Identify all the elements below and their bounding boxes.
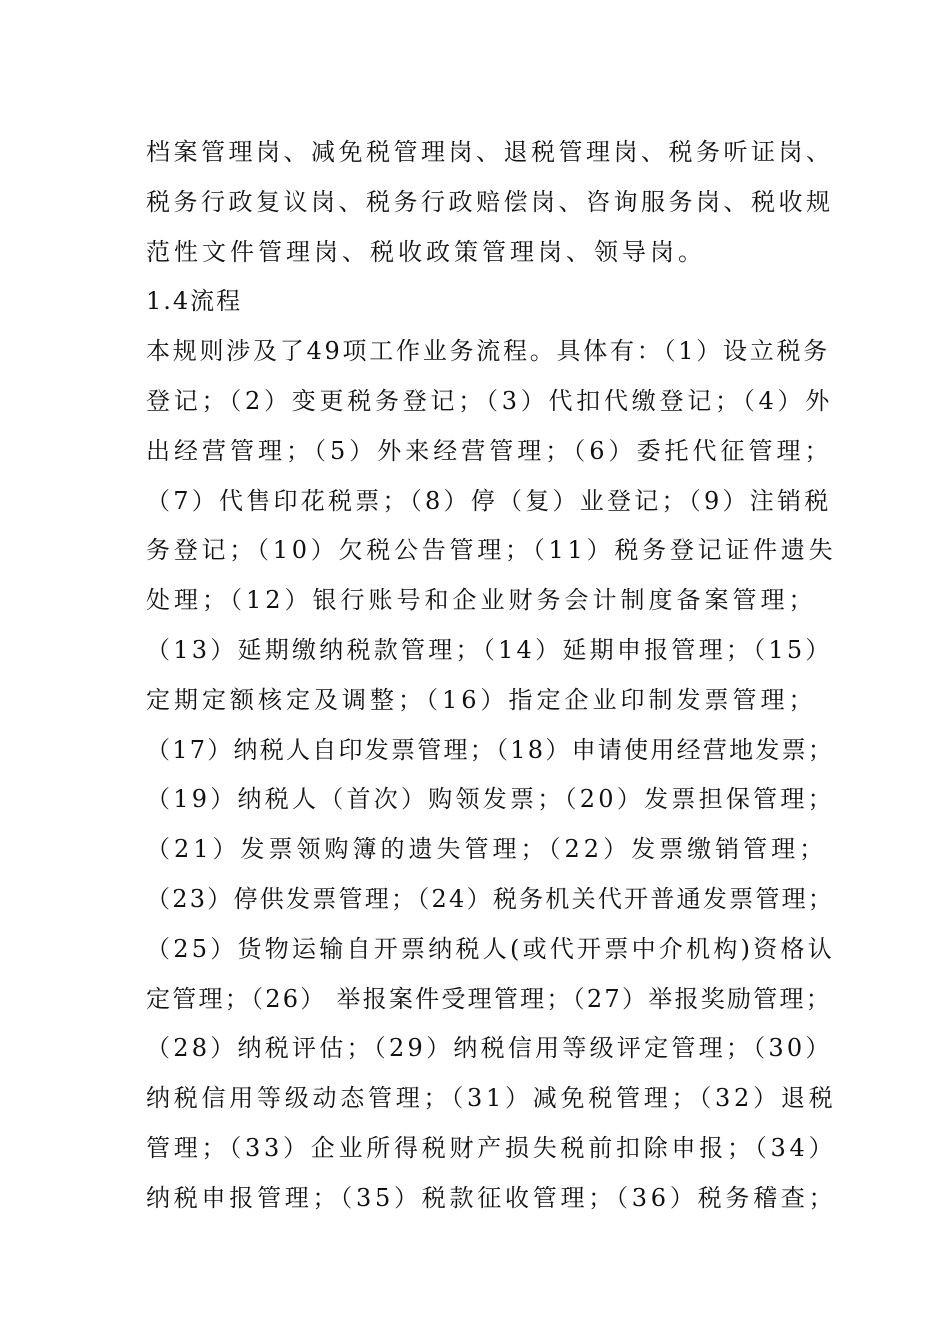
text-line: （23）停供发票管理；（24）税务机关代开普通发票管理； [146, 884, 835, 913]
text-line: （21）发票领购簿的遗失管理；（22）发票缴销管理； [146, 835, 828, 864]
text-line: 务登记；（10）欠税公告管理；（11）税务登记证件遗失 [146, 536, 837, 565]
text-line: （7）代售印花税票；（8）停（复）业登记；（9）注销税 [146, 486, 832, 515]
section-heading: 1.4流程 [146, 287, 243, 316]
text-line: 纳税申报管理；（35）税款征收管理；（36）税务稽查； [146, 1183, 837, 1212]
text-line: （17）纳税人自印发票管理；（18）申请使用经营地发票； [146, 735, 835, 764]
text-line: 本规则涉及了49项工作业务流程。具体有：（1）设立税务 [146, 337, 831, 366]
text-line: 税务行政复议岗、税务行政赔偿岗、咨询服务岗、税收规 [146, 187, 834, 216]
text-line: 范性文件管理岗、税收政策管理岗、领导岗。 [146, 237, 706, 266]
text-line: （28）纳税评估；（29）纳税信用等级评定管理；（30） [146, 1034, 833, 1063]
text-line: 纳税信用等级动态管理；（31）减免税管理；（32）退税 [146, 1084, 837, 1113]
text-line: 定期定额核定及调整；（16）指定企业印制发票管理； [146, 685, 817, 714]
text-line: （13）延期缴纳税款管理；（14）延期申报管理；（15） [146, 635, 833, 664]
text-line: 登记；（2）变更税务登记；（3）代扣代缴登记；（4）外 [146, 386, 834, 415]
text-line: （19）纳税人（首次）购领发票；（20）发票担保管理； [146, 785, 835, 814]
text-line: 档案管理岗、减免税管理岗、退税管理岗、税务听证岗、 [146, 138, 834, 166]
text-line: 处理；（12）银行账号和企业财务会计制度备案管理； [146, 586, 817, 615]
text-line: 管理；（33）企业所得税财产损失税前扣除申报；（34） [146, 1133, 837, 1162]
text-line: 定管理；（26） 举报案件受理管理；（27）举报奖励管理； [146, 984, 832, 1013]
document-body [146, 128, 836, 1224]
text-line: 出经营管理；（5）外来经营管理；（6）委托代征管理； [146, 436, 833, 465]
text-line: （25）货物运输自开票纳税人(或代开票中介机构)资格认 [146, 934, 836, 963]
